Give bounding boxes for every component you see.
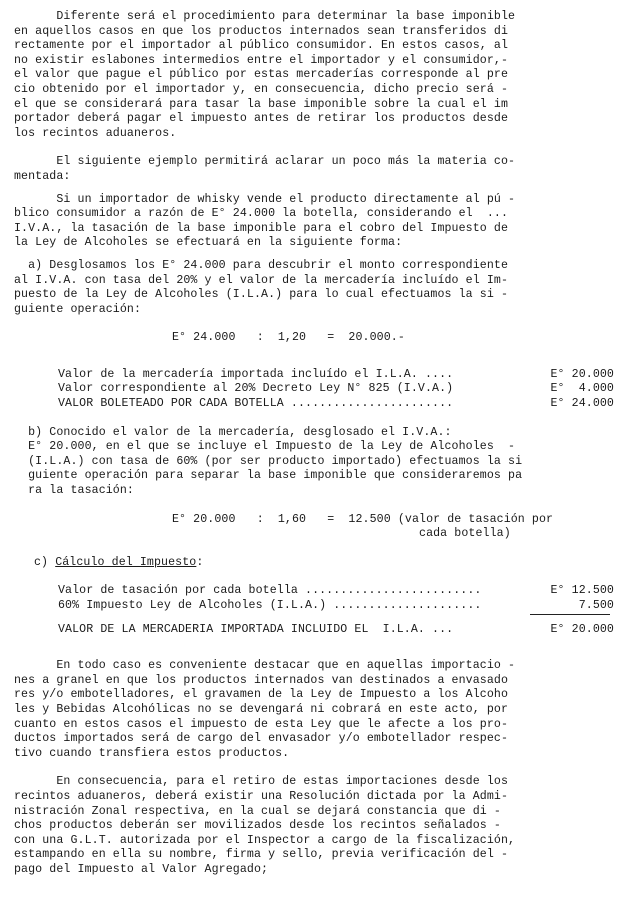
row-amount: E° 4.000	[550, 382, 614, 396]
text-line: pago del Impuesto al Valor Agregado;	[14, 862, 269, 876]
text-line: les y Bebidas Alcohólicas no se devengará ni cobrará en este acto, por	[14, 702, 509, 716]
row-label: Valor de tasación por cada botella .........................	[58, 584, 482, 598]
text-line: En todo caso es conveniente destacar que en aquellas importacio -	[14, 659, 516, 673]
text-line: (I.L.A.) con tasa de 60% (por ser producto importado) efectuamos la si	[14, 454, 523, 468]
row-amount: E° 20.000	[550, 367, 614, 381]
table-row	[58, 382, 614, 397]
text-line: b) Conocido el valor de la mercadería, desglosado el I.V.A.:	[14, 425, 452, 439]
row-label: Valor correspondiente al 20% Decreto Ley N° 825 (I.V.A.)	[58, 382, 454, 396]
step-c-prefix: c)	[34, 555, 56, 569]
text-line: ductos importados será de cargo del envasador y/o embotellador respec-	[14, 732, 509, 746]
text-line: Diferente será el procedimiento para determinar la base imponible	[14, 10, 516, 23]
intro-paragraph	[14, 10, 622, 141]
text-line: nes a granel en que los productos internados van destinados a envasado	[14, 673, 509, 687]
text-line: tivo cuando transfiera estos productos.	[14, 746, 290, 760]
text-line: res y/o embotelladores, el gravamen de la Ley de Impuesto a los Alcoho	[14, 688, 509, 702]
row-amount: 7.500	[578, 599, 614, 612]
step-c-title: Cálculo del Impuesto	[55, 555, 197, 569]
table-row	[58, 397, 614, 412]
row-label: 60% Impuesto Ley de Alcoholes (I.L.A.) .....................	[58, 599, 482, 612]
text-line: ra la tasación:	[14, 484, 134, 498]
step-b-equation-note: cada botella)	[172, 527, 511, 541]
row-label: Valor de la mercadería importada incluído el I.L.A. ....	[58, 367, 454, 381]
step-a-equation: E° 24.000 : 1,20 = 20.000.-	[172, 331, 405, 345]
text-line: los recintos aduaneros.	[14, 126, 177, 140]
total-label: VALOR DE LA MERCADERIA IMPORTADA INCLUIDO EL I.L.A. ...	[58, 622, 454, 636]
text-line: E° 20.000, en el que se incluye el Impuesto de la Ley de Alcoholes -	[14, 440, 516, 454]
text-line: en aquellos casos en que los productos internados sean transferidos di	[14, 24, 509, 38]
step-b-paragraph	[14, 426, 622, 499]
text-line: cuanto en estos casos el impuesto de esta Ley que le afecte a los pro-	[14, 717, 509, 731]
text-line: nistración Zonal respectiva, en la cual se dejará constancia que di -	[14, 804, 501, 818]
step-b-equation: E° 20.000 : 1,60 = 12.500 (valor de tasación por	[172, 512, 554, 526]
text-line: portador deberá pagar el impuesto antes de retirar los productos desde	[14, 112, 509, 126]
text-line: mentada:	[14, 169, 71, 183]
step-c-suffix: :	[196, 555, 204, 569]
table-c	[14, 584, 622, 637]
table-row	[58, 584, 614, 599]
final-paragraph	[14, 775, 622, 877]
text-line: El siguiente ejemplo permitirá aclarar un poco más la materia co-	[14, 155, 516, 169]
text-line: no existir eslabones intermedios entre el importador y el consumidor,-	[14, 53, 509, 67]
row-amount: E° 24.000	[550, 397, 614, 411]
text-line: recintos aduaneros, deberá existir una Resolución dictada por la Admi-	[14, 789, 509, 803]
step-a-paragraph	[14, 259, 622, 317]
text-line: con una G.L.T. autorizada por el Inspector a cargo de la fiscalización,	[14, 833, 516, 847]
row-amount: E° 12.500	[550, 584, 614, 598]
example-intro-paragraph	[14, 155, 622, 184]
table-a	[14, 368, 622, 412]
bulk-import-paragraph	[14, 659, 622, 761]
text-line: guiente operación:	[14, 302, 142, 316]
text-line: el valor que pague el público por estas mercaderías corresponde al pre	[14, 68, 509, 82]
total-amount: E° 20.000	[550, 622, 614, 636]
text-line: cio obtenido por el importador y, en consecuencia, dicho precio será -	[14, 82, 509, 96]
text-line: blico consumidor a razón de E° 24.000 la botella, considerando el ...	[14, 207, 509, 221]
table-row	[58, 599, 614, 614]
text-line: la Ley de Alcoholes se efectuará en la siguiente forma:	[14, 236, 403, 250]
row-label: VALOR BOLETEADO POR CADA BOTELLA .......................	[58, 397, 454, 411]
text-line: guiente operación para separar la base imponible que consideraremos pa	[14, 469, 523, 483]
table-row	[58, 368, 614, 383]
text-line: el que se considerará para tasar la base imponible sobre la cual el im	[14, 97, 509, 111]
text-line: rectamente por el importador al público consumidor. En estos casos, al	[14, 39, 509, 53]
text-line: chos productos deberán ser movilizados desde los recintos señalados -	[14, 819, 501, 833]
text-line: estampando en ella su nombre, firma y sello, previa verificación del -	[14, 848, 509, 862]
text-line: puesto de la Ley de Alcoholes (I.L.A.) para lo cual efectuamos la si -	[14, 288, 509, 302]
step-c-heading	[14, 556, 622, 571]
text-line: Si un importador de whisky vende el producto directamente al pú -	[14, 192, 516, 206]
text-line: al I.V.A. con tasa del 20% y el valor de la mercadería incluído el Im-	[14, 273, 509, 287]
text-line: En consecuencia, para el retiro de estas importaciones desde los	[14, 775, 509, 789]
text-line: a) Desglosamos los E° 24.000 para descubrir el monto correspondiente	[14, 258, 509, 272]
table-c-total-row	[58, 623, 614, 638]
text-line: I.V.A., la tasación de la base imponible para el cobro del Impuesto de	[14, 221, 509, 235]
example-paragraph	[14, 193, 622, 251]
